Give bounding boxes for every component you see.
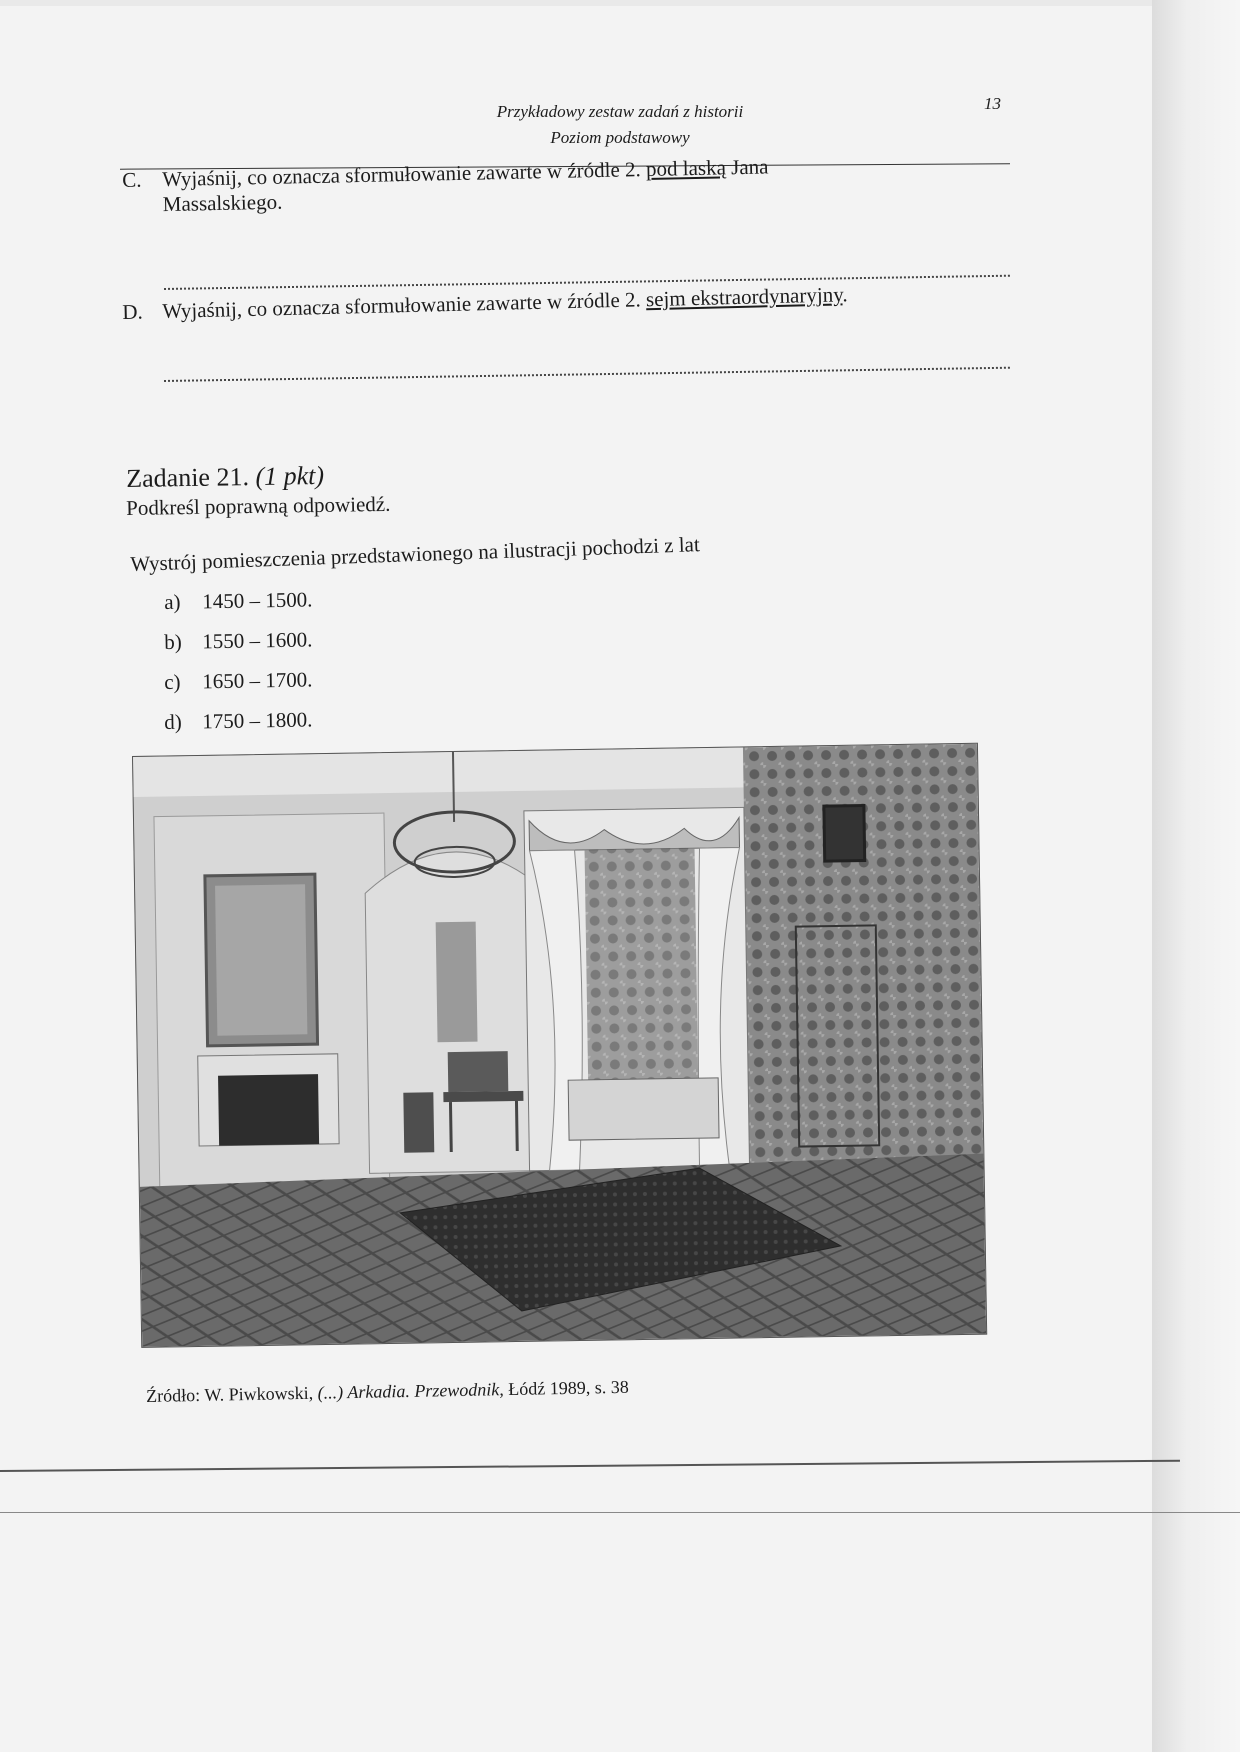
task-title: Zadanie 21. <box>126 462 250 493</box>
question-c-letter: C. <box>122 167 142 192</box>
caption-prefix: Źródło: W. Piwkowski, <box>146 1382 318 1406</box>
question-c-continuation: Massalskiego. <box>162 189 283 217</box>
option-d-text: 1750 – 1800. <box>201 707 313 734</box>
question-c-text-after: Jana <box>725 154 769 180</box>
option-b-text: 1550 – 1600. <box>201 627 313 654</box>
option-b-letter: b) <box>164 629 182 654</box>
question-c-text: Wyjaśnij, co oznacza sformułowanie zawarte w źródle 2. <box>161 157 647 192</box>
question-d-text: Wyjaśnij, co oznacza sformułowanie zawarte w źródle 2. <box>161 287 647 324</box>
option-a-text: 1450 – 1500. <box>201 587 313 614</box>
question-d-underlined: sejm ekstraordynaryjny <box>645 282 843 312</box>
question-c-underlined: pod laską <box>645 155 727 182</box>
caption-title: (...) Arkadia. Przewodnik, <box>317 1379 505 1403</box>
option-d[interactable] <box>164 707 313 735</box>
header-title: Przykładowy zestaw zadań z historii <box>496 102 744 121</box>
option-b[interactable] <box>164 627 313 655</box>
caption-suffix: Łódź 1989, s. 38 <box>503 1376 629 1400</box>
option-d-letter: d) <box>164 709 182 734</box>
interior-illustration <box>133 744 986 1347</box>
option-c-letter: c) <box>164 669 181 694</box>
task-question: Wystrój pomieszczenia przedstawionego na ilustracji pochodzi z lat <box>130 532 701 576</box>
question-d-text-after: . <box>842 282 848 307</box>
option-c-text: 1650 – 1700. <box>201 667 313 694</box>
header-subtitle: Poziom podstawowy <box>550 128 690 147</box>
option-a[interactable] <box>164 587 313 615</box>
task-heading <box>126 461 324 494</box>
option-c[interactable] <box>164 667 313 695</box>
task-points: (1 pkt) <box>255 460 325 491</box>
option-a-letter: a) <box>164 589 181 614</box>
task-instruction: Podkreśl poprawną odpowiedź. <box>126 491 391 520</box>
question-d-letter: D. <box>122 299 144 324</box>
interior-photograph <box>132 743 987 1348</box>
page-bottom-edge <box>0 1512 1240 1513</box>
page-number: 13 <box>984 94 1001 113</box>
page-edge <box>1152 0 1240 1752</box>
